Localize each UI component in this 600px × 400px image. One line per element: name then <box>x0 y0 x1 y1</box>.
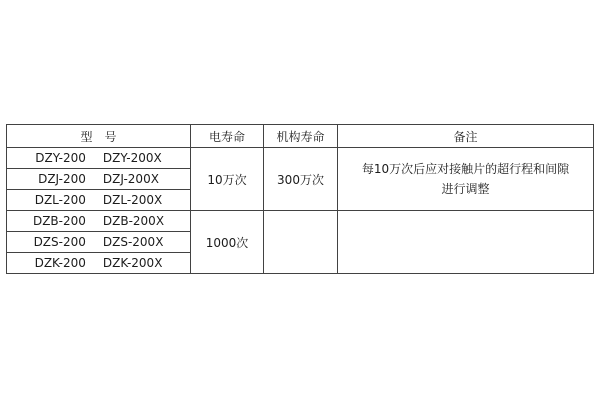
mechanism-life-cell: 300万次 <box>264 148 338 211</box>
header-remark: 备注 <box>338 125 594 148</box>
electrical-life-cell: 10万次 <box>191 148 264 211</box>
spec-table <box>6 124 594 274</box>
header-model: 型 号 <box>7 125 191 148</box>
electrical-life-cell: 1000次 <box>191 211 264 274</box>
model-name: DZL-200 <box>34 193 86 207</box>
remark-line: 每10万次后应对接触片的超行程和间隙 <box>361 162 570 176</box>
model-cell <box>7 211 191 232</box>
model-name: DZK-200 <box>34 256 86 270</box>
mechanism-life-cell <box>264 211 338 274</box>
model-cell <box>7 169 191 190</box>
model-name: DZL-200X <box>102 193 163 207</box>
model-name: DZJ-200 <box>38 172 86 186</box>
model-name: DZB-200 <box>32 214 86 228</box>
header-mechanism-life: 机构寿命 <box>264 125 338 148</box>
model-cell <box>7 232 191 253</box>
model-name: DZS-200 <box>33 235 86 249</box>
header-electrical-life: 电寿命 <box>191 125 264 148</box>
table-row <box>7 211 594 232</box>
remark-cell <box>338 211 594 274</box>
model-name: DZJ-200X <box>102 172 159 186</box>
model-cell <box>7 253 191 274</box>
model-name: DZK-200X <box>102 256 163 270</box>
model-name: DZY-200 <box>35 151 86 165</box>
model-name: DZS-200X <box>102 235 164 249</box>
table-row <box>7 148 594 169</box>
model-cell <box>7 148 191 169</box>
header-row <box>7 125 594 148</box>
model-name: DZB-200X <box>102 214 165 228</box>
remark-line: 进行调整 <box>441 182 490 196</box>
model-cell <box>7 190 191 211</box>
model-name: DZY-200X <box>102 151 162 165</box>
remark-cell <box>338 148 594 211</box>
